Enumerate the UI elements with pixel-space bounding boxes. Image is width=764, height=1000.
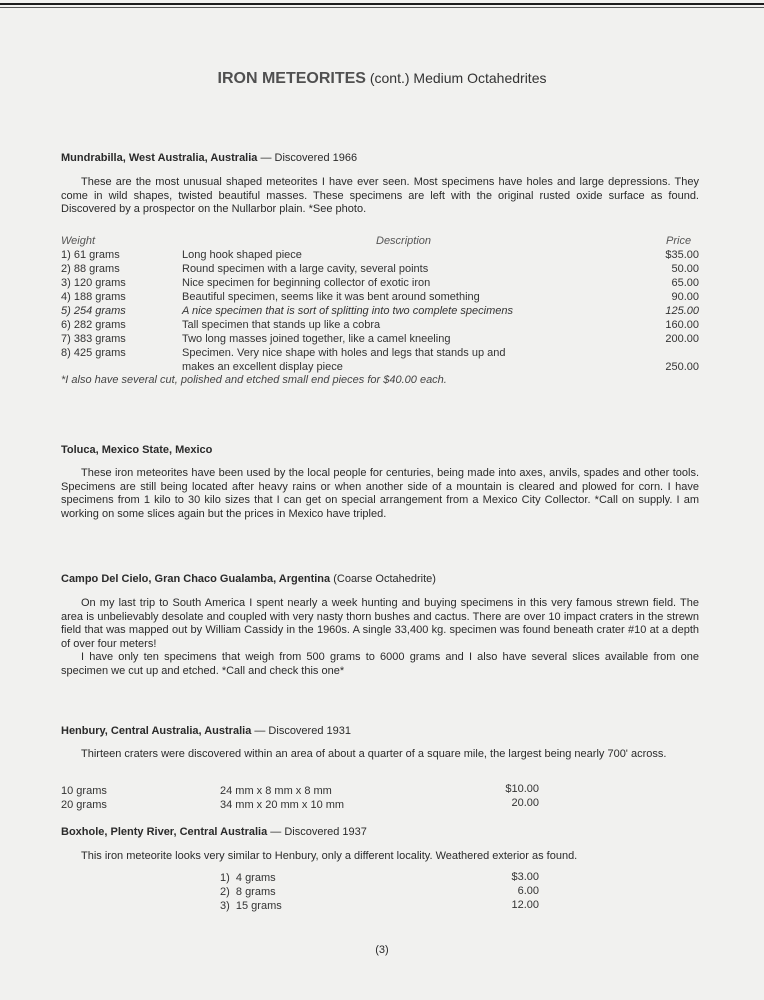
henbury-size-1: 24 mm x 8 mm x 8 mm <box>220 785 332 797</box>
boxhole-name: Boxhole, Plenty River, Central Australia <box>61 826 268 838</box>
table-row: 6) 282 grams Tall specimen that stands up like a cobra 160.00 <box>61 319 699 331</box>
mundrabilla-discovered: — Discovered 1966 <box>260 152 358 164</box>
boxhole-price-1: $3.00 <box>511 871 539 883</box>
campo-description: On my last trip to South America I spent nearly a week hunting and buying specimens in this very famous strewn field. The area is unbelievably desolate and coupled with very nasty thorn bushes and cactus. There are over 10 impact craters in the strewn field that was mapped out by William Cassidy in the 1960s. A single 33,400 kg. specimen was found beneath crater #10 at a depth of over four meters! I have only ten specimens that weigh from 500 grams to 6000 grams and I also have several slices available from one specimen we cut up and etched. *Call and check this one* <box>61 597 699 677</box>
description-header: Description <box>376 235 432 247</box>
boxhole-price-2: 6.00 <box>517 885 539 897</box>
boxhole-discovered: — Discovered 1937 <box>270 826 367 838</box>
mundrabilla-note: *I also have several cut, polished and etched small end pieces for $40.00 each. <box>61 374 447 386</box>
boxhole-weight-3: 3) 15 grams <box>220 900 282 912</box>
campo-name: Campo Del Cielo, Gran Chaco Gualamba, Argentina <box>61 573 331 585</box>
table-row: 4) 188 grams Beautiful specimen, seems like it was bent around something 90.00 <box>61 291 699 303</box>
henbury-description: Thirteen craters were discovered within an area of about a quarter of a square mile, the largest being nearly 700' across. <box>81 748 667 760</box>
table-row: 7) 383 grams Two long masses joined together, like a camel kneeling 200.00 <box>61 333 699 345</box>
henbury-price-1: $10.00 <box>505 783 539 795</box>
table-row: makes an excellent display piece 250.00 <box>182 361 699 373</box>
weight-header: Weight <box>61 235 96 247</box>
toluca-description: These iron meteorites have been used by the local people for centuries, being made into axes, anvils, spades and other tools. Specimens are still being located after heavy rains or when another side of a mountain is cleared and plowed for corn. I have specimens from 1 kilo to 30 kilo sizes that I can get on special arrangement from a Mexico City Collector. *Call on supply. I am working on some slices again but the prices in Mexico have tripled. <box>61 467 699 520</box>
top-rule-thin <box>0 7 764 8</box>
henbury-name: Henbury, Central Australia, Australia <box>61 725 252 737</box>
henbury-size-2: 34 mm x 20 mm x 10 mm <box>220 799 345 811</box>
henbury-discovered: — Discovered 1931 <box>254 725 351 737</box>
table-row: 8) 425 grams Specimen. Very nice shape with holes and legs that stands up and <box>61 347 506 359</box>
henbury-weight-1: 10 grams <box>61 785 107 797</box>
page-title <box>0 70 764 88</box>
henbury-price-2: 20.00 <box>511 797 539 809</box>
table-row: 2) 88 grams Round specimen with a large cavity, several points 50.00 <box>61 263 699 275</box>
page-number: (3) <box>375 944 389 956</box>
mundrabilla-table <box>61 248 699 374</box>
henbury-weight-2: 20 grams <box>61 799 107 811</box>
boxhole-heading <box>61 826 367 838</box>
toluca-heading <box>61 444 212 456</box>
table-row: 1) 61 grams Long hook shaped piece $35.00 <box>61 249 699 261</box>
table-row: 3) 120 grams Nice specimen for beginning collector of exotic iron 65.00 <box>61 277 699 289</box>
mundrabilla-heading <box>61 152 357 164</box>
mundrabilla-description: These are the most unusual shaped meteorites I have ever seen. Most specimens have holes and large depressions. They come in wild shapes, twisted beautiful masses. These specimens are left with the original rusted oxide surface as found. Discovered by a prospector on the Nullarbor plain. *See photo. <box>61 176 699 215</box>
table-row: 5) 254 grams A nice specimen that is sort of splitting into two complete specimens 125.00 <box>61 305 699 317</box>
top-rule <box>0 3 764 5</box>
price-header: Price <box>666 235 692 247</box>
mundrabilla-name: Mundrabilla, West Australia, Australia <box>61 152 258 164</box>
page-title-sub: (cont.) Medium Octahedrites <box>369 70 547 86</box>
boxhole-weight-1: 1) 4 grams <box>220 872 276 884</box>
boxhole-description: This iron meteorite looks very similar to Henbury, only a different locality. Weathered exterior as found. <box>81 850 578 862</box>
toluca-name: Toluca, Mexico State, Mexico <box>61 444 213 456</box>
campo-heading <box>61 573 436 585</box>
boxhole-price-3: 12.00 <box>511 899 539 911</box>
henbury-heading <box>61 725 351 737</box>
campo-type: (Coarse Octahedrite) <box>333 573 436 585</box>
page-title-main: IRON METEORITES <box>217 70 366 87</box>
boxhole-weight-2: 2) 8 grams <box>220 886 276 898</box>
